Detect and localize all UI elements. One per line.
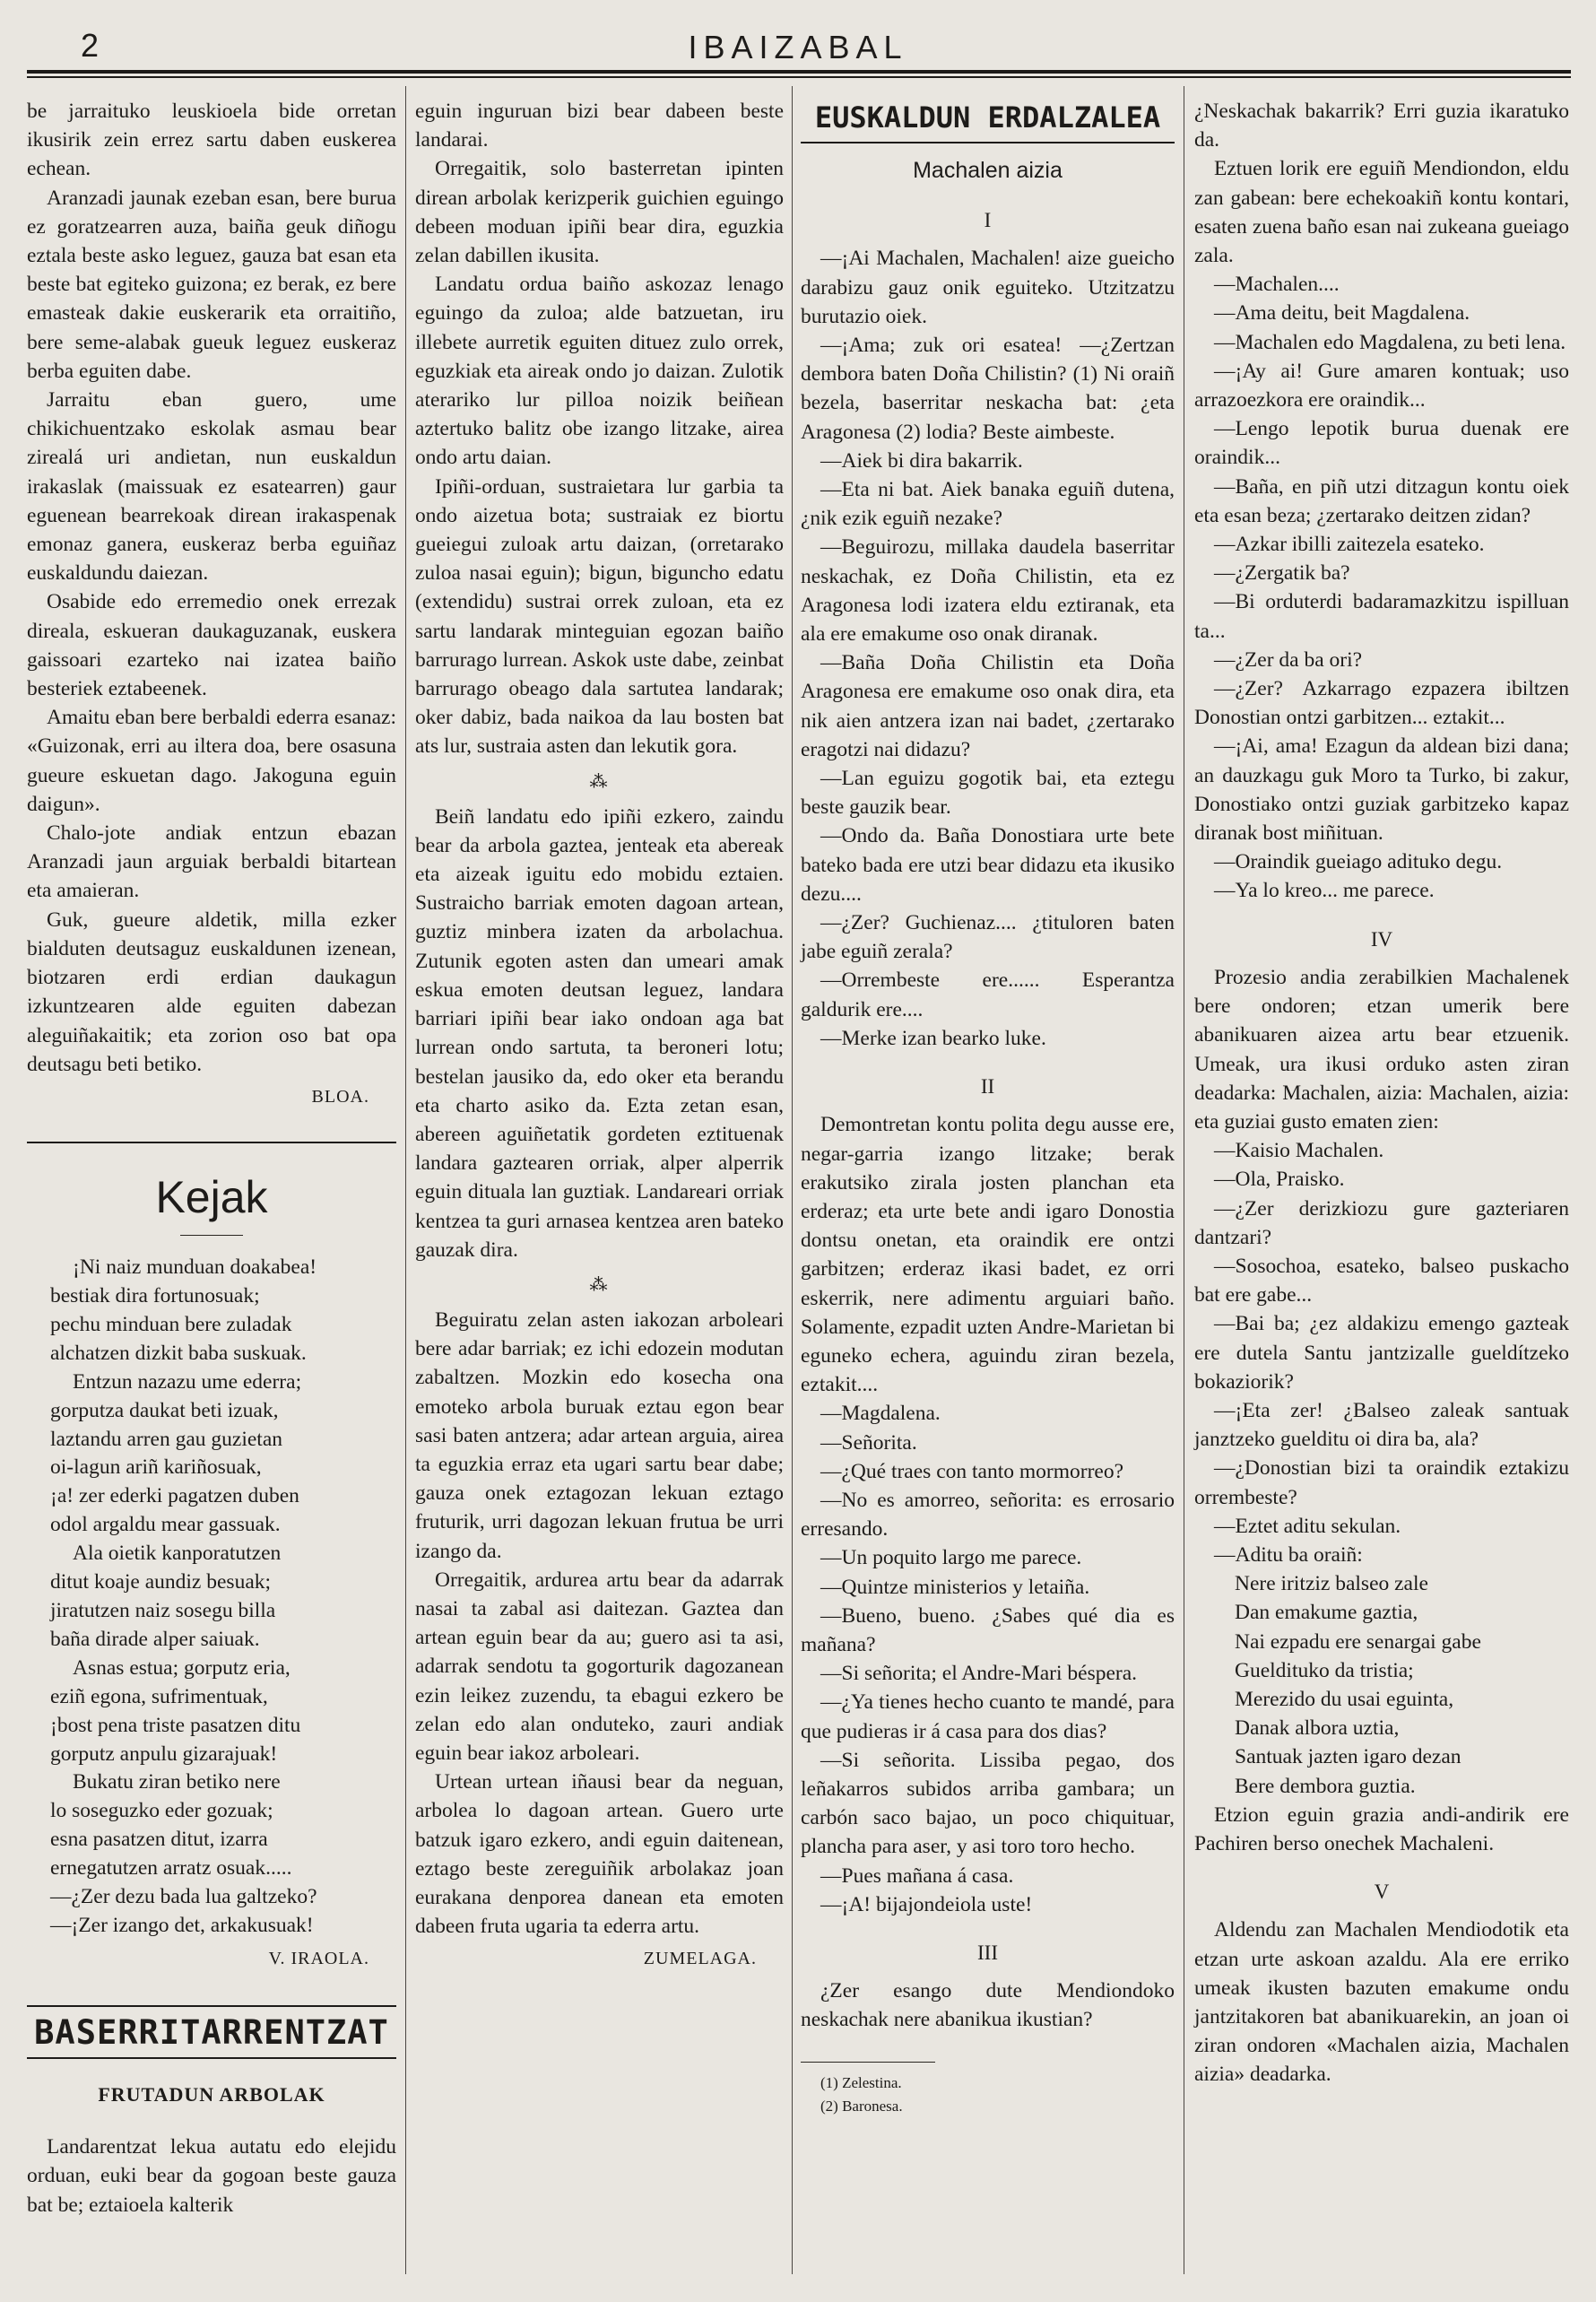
paragraph: —Eztet aditu sekulan.	[1214, 1514, 1401, 1538]
paragraph: Beguiratu zelan asten iakozan arboleari bere adar barriak; ez ichi edozein modutan zabaltzen. Mozkin edo kosecha ona emoteko arbola buruak eztau egon bear sasi baten antzera; adar artean arguia, airea ta eguzkia erraz eta ugari sartu bear dabe; gauza onek eztagozan lekuan eztago fruturik, urri dagozan lekuan frutua be urri izango da.	[415, 1307, 784, 1563]
verse-line: Bukatu ziran betiko nere	[73, 1770, 281, 1794]
paragraph: —Bueno, bueno. ¿Sabes qué dia es mañana?	[801, 1603, 1175, 1656]
verse-line: ¡Ni naiz munduan doakabea!	[73, 1255, 317, 1280]
verse-line: gorputza daukat beti izuak,	[50, 1398, 279, 1422]
paragraph: —¿Qué traes con tanto mormorreo?	[820, 1459, 1124, 1483]
paragraph: —Oraindik gueiago adituko degu.	[1214, 850, 1503, 874]
paragraph: —¿Donostian bizi ta oraindik eztakizu orrembeste?	[1194, 1456, 1569, 1509]
verse-line: ernegatutzen arratz osuak.....	[50, 1856, 292, 1881]
paragraph: Amaitu eban bere berbaldi ederra esanaz: «Guizonak, erri au iltera doa, bere osasuna gueure eskuetan dago. Jakoguna eguin daigun».	[27, 706, 396, 816]
paragraph: —Beguirozu, millaka daudela baserritar neskachak, ez Doña Chilistin, eta ez Aragonesa lodi izatera eldu eztiranak, eta ala ere emakume oso onak diranak.	[801, 535, 1175, 647]
paragraph: Eztuen lorik ere eguiñ Mendiondon, eldu zan gabean: bere echekoakiñ kontu kontari, esaten zuena baño esan nai zukeana gueiago zala.	[1194, 157, 1569, 268]
paragraph: Landatu ordua baiño askozaz lenago eguingo da zuloa; alde batzuetan, iru illebete aurretik eguiten dituez zulo orrek, eguzkiak eta aireak ondo jo daizan. Zulotik aterariko lur pilloa noizik beiñean aztertuko balitz obe izango litzake, airea ondo artu daian.	[415, 273, 784, 470]
verse-line: Bere dembora guztia.	[1235, 1774, 1416, 1798]
paragraph: —Ama deitu, beit Magdalena.	[1214, 301, 1470, 326]
paragraph: —Lengo lepotik burua duenak ere oraindik...	[1194, 417, 1569, 470]
footnote-rule	[801, 2062, 935, 2063]
paragraph: Osabide edo erremedio onek errezak direala, eskueran daukaguzanak, euskera gaissoari ezarteko nai izatea baiño besteriek eztabeenek.	[27, 590, 396, 701]
verse-line: Asnas estua; gorputz eria,	[73, 1655, 291, 1680]
footnote: (1) Zelestina.	[820, 2073, 902, 2091]
chapter-numeral: III	[977, 1941, 998, 1964]
poem-signature: V. IRAOLA.	[268, 1948, 369, 1968]
verse-line: esna pasatzen ditut, izarra	[50, 1828, 268, 1852]
paragraph: Guk, gueure aldetik, milla ezker bialduten deutsaguz euskaldunen izenean, biotzaren erdi erdian daukagun izkuntzearen alde eguiten dabezan aleguiñakaitik; eta zorion oso bat opa deutsagu beti betiko.	[27, 908, 396, 1076]
song-verse	[1194, 1569, 1569, 1801]
section-heading: BASERRITARRENTZAT	[27, 2005, 396, 2059]
paragraph: ¿Neskachak bakarrik? Erri guzia ikaratuko da.	[1194, 100, 1569, 152]
paragraph: —Lan eguizu gogotik bai, eta eztegu beste gauzik bear.	[801, 767, 1175, 820]
verse-line: odol argaldu mear gassuak.	[50, 1513, 281, 1537]
paragraph: —Azkar ibilli zaitezela esateko.	[1214, 533, 1485, 557]
paragraph: —Señorita.	[820, 1430, 917, 1455]
verse-line: Santuak jazten igaro dezan	[1235, 1745, 1462, 1769]
column-4	[1194, 97, 1569, 2089]
paragraph: —No es amorreo, señorita: es errosario erresando.	[801, 1488, 1175, 1542]
column-1	[27, 97, 396, 2219]
paragraph: Urtean urtean iñausi bear da neguan, arbolea lo dagoan artean. Guero urte batzuk igaro ezkero, andi eguin daitenean, eztago beste zereguiñik arbolakaz joan eurakana denporea danean eta emoten dabeen fruta ugaria ta ederra artu.	[415, 1770, 784, 1939]
paragraph: —¿Zer? Azkarrago ezpazera ibiltzen Donostian ontzi garbitzen... eztakit...	[1194, 677, 1569, 730]
paragraph: —Aditu ba oraiñ:	[1214, 1542, 1363, 1567]
paragraph: —Eta ni bat. Aiek banaka eguiñ dutena, ¿nik ezik eguiñ nezake?	[801, 478, 1175, 531]
poem-title: Kejak	[155, 1172, 268, 1223]
column-divider	[792, 86, 793, 2274]
paragraph: —Machalen....	[1214, 273, 1340, 297]
verse-line: Merezido du usai eguinta,	[1235, 1687, 1454, 1711]
paragraph: Beiñ landatu edo ipiñi ezkero, zaindu bear da arbola gaztea, jenteak eta abereak eta aizeak iguitu edo mobidu eztaien. Sustraicho barriak emoten dagoan artean, guztiz minbera izaten da arbolachua. Zutunik egoten asten dan umeari amak eskua emoten deutsan leguez, landara barriari ipiñi bear iako ondoan aga bat lurrean ondo sartuta, ta beroneri lotu; bestelan jausiko da, edo oker eta berandu eta charto asiko da. Ezta zetan esan, abereen aguiñetatik gordeten eztituenak landara gaztearen orriak, alper alperrik eguin dituala lan guztiak. Landareari orriak kentzea ta guri arnasea kentzea aren bateko gauzak dira.	[415, 804, 784, 1262]
paragraph: —¡Ay ai! Gure amaren kontuak; uso arrazoezkora ere oraindik...	[1194, 359, 1569, 413]
paragraph: —¡A! bijajondeiola uste!	[820, 1892, 1033, 1916]
paragraph: Prozesio andia zerabilkien Machalenek bere ondoren; etzan umerik bere abanikuaren aizea artu bear etzuenik. Umeak, ura ikusi orduko asten ziran deadarka: Machalen, aizia: Machalen, aizia: eta guziai gusto ematen zien:	[1194, 965, 1569, 1134]
article-signature: ZUMELAGA.	[643, 1949, 757, 1969]
article-signature: BLOA.	[311, 1086, 369, 1107]
verse-line: ¡a! zer ederki pagatzen duben	[50, 1484, 299, 1508]
column-divider	[405, 86, 406, 2274]
paragraph: —¡Ama; zuk ori esatea! —¿Zertzan dembora baten Doña Chilistin? (1) Ni oraiñ bezela, baserritar neskacha bat: ¿eta Aragonesa (2) lodia? Beste aimbeste.	[801, 334, 1175, 444]
verse-line: pechu minduan bere zuladak	[50, 1312, 292, 1336]
verse-line: Entzun nazazu ume ederra;	[73, 1369, 302, 1394]
article-subtitle: FRUTADUN ARBOLAK	[98, 2083, 325, 2107]
paragraph: —Si señorita. Lissiba pegao, dos leñakarros subidos arriba gambara; un carbón saco bajao, un poco chiquituar, plancha para aser, y asi toro toro hecho.	[801, 1748, 1175, 1859]
paragraph: —Merke izan bearko luke.	[820, 1026, 1046, 1050]
paragraph: Etzion eguin grazia andi-andirik ere Pachiren berso onechek Machaleni.	[1194, 1803, 1569, 1855]
paragraph: be jarraituko leuskioela bide orretan ikusirik zein errez sartu daben euskerea echean.	[27, 100, 396, 181]
paragraph: Aranzadi jaunak ezeban esan, bere burua ez goratzearren auza, baiña geuk diñogu eztala beste asko leguez, gauza bat esan eta beste bat egiteko guizona; ez berak, ez bere emasteak dakie euskerarik eta orraitiño, bere seme-alabak gueuk leguez euskeraz berba eguiten dabe.	[27, 186, 396, 383]
paragraph: —¡Ai, ama! Ezagun da aldean bizi dana; an dauzkagu guk Moro ta Turko, bi zakur, Donostiako ontzi guziak garbitzeko kapaz diranak bost miñituan.	[1194, 734, 1569, 846]
paragraph: —Ola, Praisko.	[1214, 1168, 1345, 1192]
page-number: 2	[81, 27, 100, 64]
verse-line: oi-lagun ariñ kariñosuak,	[50, 1455, 262, 1480]
verse-line: ¡bost pena triste pasatzen ditu	[50, 1713, 301, 1737]
verse-line: —¿Zer dezu bada lua galtzeko?	[50, 1885, 317, 1909]
paragraph: —Ondo da. Baña Donostiara urte bete bateko bada ere utzi bear didazu eta ikusiko dezu....	[801, 824, 1175, 906]
paragraph: Landarentzat lekua autatu edo elejidu orduan, euki bear da gogoan beste gauza bat be; eztaioela kalterik	[27, 2135, 396, 2217]
verse-line: alchatzen dizkit baba suskuak.	[50, 1341, 307, 1365]
verse-line: Gueldituko da tristia;	[1235, 1658, 1414, 1682]
chapter-numeral: V	[1374, 1881, 1390, 1904]
verse-line: bestiak dira fortunosuak;	[50, 1284, 260, 1308]
paragraph: —Baña Doña Chilistin eta Doña Aragonesa ere emakume oso onak dira, eta nik aien antzera izan nai badet, ¿zertarako eragotzi nai didazu?	[801, 651, 1175, 761]
asterism-separator: ⁂	[589, 771, 610, 792]
paragraph: Demontretan kontu polita degu ausse ere, negar-garria izango litzake; berak erakutsiko zirala josten planchan eta erderaz; eta urte bete andi igaro Donostia dontsu onetan, eta oraindik ere ontzi garbitzen; erderaz ikasi badet, ez orri eskerrik, nere adimentu arguiari baño. Solamente, ezpadit uzten Andre-Marietan bi eguneko echera, aguindu ziran bezela, eztakit....	[801, 1113, 1175, 1397]
paragraph: —¿Zer da ba ori?	[1214, 647, 1363, 672]
paragraph: —¿Zer? Guchienaz.... ¿tituloren baten jabe eguiñ zerala?	[801, 911, 1175, 964]
paragraph: —Baña, en piñ utzi ditzagun kontu oiek eta esan beza; ¿zertarako deitzen zidan?	[1194, 474, 1569, 527]
paragraph: Jarraitu eban guero, ume chikichuentzako eskolak asmau bear zirealá uri andietan, nun euskaldun irakaslak (maissuak ez esatearren) gaur eguenean bearrekoak direan irakaspenak emonaz ganera, euskeraz berba eguiñaz euskaldundu daiezan.	[27, 388, 396, 586]
paragraph: —¿Ya tienes hecho cuanto te mandé, para que pudieras ir á casa para dos dias?	[801, 1690, 1175, 1743]
paragraph: —Quintze ministerios y letaiña.	[820, 1575, 1090, 1599]
newspaper-title: IBAIZABAL	[688, 29, 908, 65]
verse-line: Nai ezpadu ere senargai gabe	[1235, 1629, 1481, 1654]
paragraph: —Pues mañana á casa.	[820, 1863, 1014, 1888]
column-2	[415, 97, 784, 1974]
paragraph: —Magdalena.	[820, 1402, 941, 1426]
paragraph: —Ya lo kreo... me parece.	[1214, 879, 1435, 903]
paragraph: —¿Zergatik ba?	[1214, 561, 1350, 586]
verse-line: gorputz anpulu gizarajuak!	[50, 1742, 278, 1766]
verse-line: ditut koaje aundiz besuak;	[50, 1570, 272, 1594]
chapter-numeral: I	[984, 209, 992, 232]
footnote: (2) Baronesa.	[820, 2097, 903, 2115]
masthead-rule	[27, 70, 1571, 78]
paragraph: —¡Ai Machalen, Machalen! aize gueicho darabizu gauz onik eguiteko. Utzitzatzu burutazio oiek.	[801, 247, 1175, 328]
verse-line: lo soseguzko eder gozuak;	[50, 1799, 273, 1823]
paragraph: eguin inguruan bizi bear dabeen beste landarai.	[415, 100, 784, 152]
paragraph: —¡Eta zer! ¿Balseo zaleak santuak janztzeko guelditu oi dira ba, ala?	[1194, 1398, 1569, 1452]
paragraph: —Bai ba; ¿ez aldakizu emengo gazteak ere dutela Santu jantzizalle gueldítzeko bokaziorik?	[1194, 1312, 1569, 1394]
verse-line: laztandu arren gau guzietan	[50, 1427, 283, 1451]
paragraph: —Si señorita; el Andre-Mari béspera.	[820, 1662, 1138, 1686]
section-rule	[27, 1142, 396, 1143]
section-heading: EUSKALDUN ERDALZALEA	[801, 97, 1175, 143]
chapter-numeral: IV	[1370, 927, 1393, 951]
title-rule	[180, 1235, 243, 1236]
paragraph: Orregaitik, solo basterretan ipinten direan arbolak kerizperik guichien eguingo debeen moduan ipiñi bear dira, eguzkia zelan dabillen ikusita.	[415, 157, 784, 268]
paragraph: —¿Zer derizkiozu gure gazteriaren dantzari?	[1194, 1196, 1569, 1249]
verse-line: Danak albora uztia,	[1235, 1716, 1400, 1741]
paragraph: —Orrembeste ere...... Esperantza galdurik ere....	[801, 969, 1175, 1021]
masthead	[27, 27, 1569, 72]
chapter-numeral: II	[980, 1075, 995, 1099]
paragraph: —Bi orduterdi badaramazkitzu ispilluan ta...	[1194, 590, 1569, 643]
paragraph: Chalo-jote andiak entzun ebazan Aranzadi jaun arguiak berbaldi bitartean eta amaieran.	[27, 821, 396, 903]
verse-line: eziñ egona, sufrimentuak,	[50, 1684, 268, 1708]
column-3	[801, 97, 1175, 2118]
verse-line: jiratutzen naiz sosegu billa	[50, 1598, 276, 1622]
asterism-separator: ⁂	[589, 1274, 610, 1295]
story-title: Machalen aizia	[913, 158, 1063, 183]
paragraph: —Un poquito largo me parece.	[820, 1546, 1082, 1570]
paragraph: Ipiñi-orduan, sustraietara lur garbia ta ondo aizetua bota; sustraiak ez biortu gueiegui zuloak artu daizan, (orretarako zuloa nasai eguin); bigun, biguncho edatu (extendidu) sustrai orrek zuloan, eta ez sartu landarak minteguian egozan baiño barrurago lurrean. Askok uste dabe, zeinbat barrurago obeago dala sartutea landarak; oker dabiz, bada naikoa da lau bosten bat ats lur, sustraia asten dan lekutik gora.	[415, 474, 784, 759]
paragraph: Orregaitik, ardurea artu bear da adarrak nasai ta zabal asi daitezan. Gaztea dan artean eguin bear da au; guero asi ta asi, adarrak sendotu ta gogorturik dagozanean ezin leikez zuzendu, ta ebagui ezkero be zelan edo alan onduteko, zauri andiak eguin bear iakoz arboleari.	[415, 1568, 784, 1765]
verse-line: Dan emakume gaztia,	[1235, 1601, 1418, 1625]
paragraph: —Machalen edo Magdalena, zu beti lena.	[1214, 330, 1566, 354]
paragraph: —Sosochoa, esateko, balseo puskacho bat ere gabe...	[1194, 1254, 1569, 1307]
paragraph: Aldendu zan Machalen Mendiodotik eta etzan urte askoan azaldu. Ala ere erriko umeak ikusten bazuten emakume ondu jantzitakoren bat abanikuarekin, an joan oi ziran ondoren «Machalen aizia, Machalen aizia» deadarka.	[1194, 1918, 1569, 2087]
poem-verse	[27, 1254, 396, 1941]
verse-line: baña dirade alper saiuak.	[50, 1627, 260, 1651]
paragraph: —Aiek bi dira bakarrik.	[820, 448, 1023, 473]
verse-line: Ala oietik kanporatutzen	[73, 1542, 282, 1566]
verse-line: Nere iritziz balseo zale	[1235, 1572, 1428, 1596]
paragraph: ¿Zer esango dute Mendiondoko neskachak nere abanikua ikustian?	[801, 1979, 1175, 2032]
verse-line: —¡Zer izango det, arkakusuak!	[50, 1913, 314, 1937]
paragraph: —Kaisio Machalen.	[1214, 1139, 1384, 1163]
